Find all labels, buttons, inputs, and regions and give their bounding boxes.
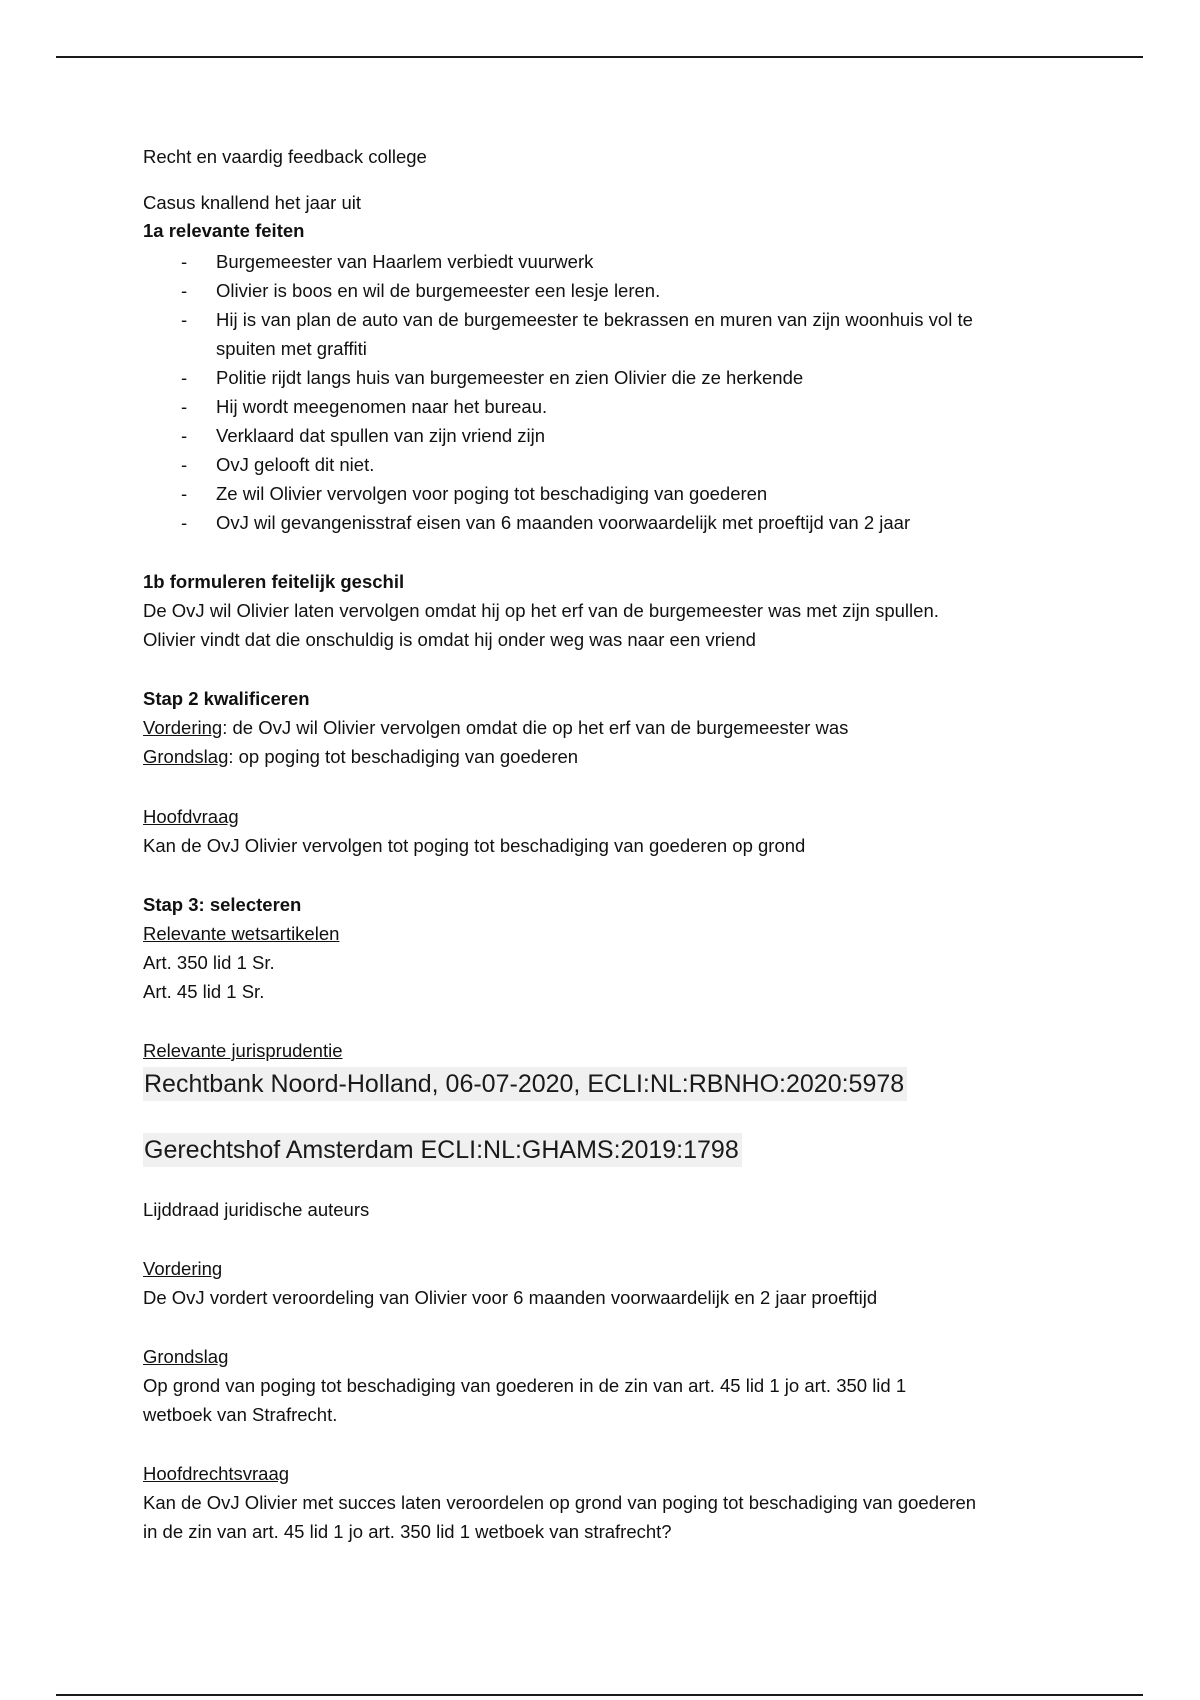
vordering-label: Vordering	[143, 717, 223, 738]
grondslag-line	[143, 745, 578, 769]
jurisprudentie-label: Relevante jurisprudentie	[143, 1040, 343, 1061]
hoofdrechtsvraag-label: Hoofdrechtsvraag	[143, 1463, 290, 1484]
bottom-rule	[56, 1694, 1143, 1696]
fact-item: OvJ gelooft dit niet.	[216, 454, 375, 475]
vordering-text: : de OvJ wil Olivier vervolgen omdat die op het erf van de burgemeester was	[222, 717, 849, 738]
hoofdvraag-text: Kan de OvJ Olivier vervolgen tot poging tot beschadiging van goederen op grond	[143, 835, 806, 856]
fact-item-continuation: spuiten met graffiti	[216, 338, 367, 359]
vordering-text: De OvJ vordert veroordeling van Olivier voor 6 maanden voorwaardelijk en 2 jaar proeftijd	[143, 1287, 878, 1308]
fact-item: Verklaard dat spullen van zijn vriend zijn	[216, 425, 546, 446]
grondslag-text: : op poging tot beschadiging van goederen	[228, 746, 579, 767]
bullet-marker: -	[181, 425, 188, 446]
wetsartikelen-label: Relevante wetsartikelen	[143, 923, 340, 944]
bullet-marker: -	[181, 367, 188, 388]
heading-stap3: Stap 3: selecteren	[143, 894, 302, 915]
top-rule	[56, 56, 1143, 58]
hoofdrechtsvraag-text: Kan de OvJ Olivier met succes laten veroordelen op grond van poging tot beschadiging van goederen	[143, 1492, 977, 1513]
bullet-marker: -	[181, 512, 188, 533]
fact-item: Hij is van plan de auto van de burgemeester te bekrassen en muren van zijn woonhuis vol te	[216, 309, 973, 330]
fact-item: OvJ wil gevangenisstraf eisen van 6 maanden voorwaardelijk met proeftijd van 2 jaar	[216, 512, 911, 533]
auteurs-text: Lijddraad juridische auteurs	[143, 1199, 370, 1220]
fact-item: Politie rijdt langs huis van burgemeester en zien Olivier die ze herkende	[216, 367, 804, 388]
article-item: Art. 350 lid 1 Sr.	[143, 952, 275, 973]
case-citation: Gerechtshof Amsterdam ECLI:NL:GHAMS:2019:1798	[143, 1133, 742, 1167]
hoofdrechtsvraag-text: in de zin van art. 45 lid 1 jo art. 350 lid 1 wetboek van strafrecht?	[143, 1521, 672, 1542]
document-title: Recht en vaardig feedback college	[143, 146, 427, 167]
heading-1b: 1b formuleren feitelijk geschil	[143, 571, 405, 592]
fact-item: Ze wil Olivier vervolgen voor poging tot beschadiging van goederen	[216, 483, 768, 504]
bullet-marker: -	[181, 454, 188, 475]
bullet-marker: -	[181, 309, 188, 330]
bullet-marker: -	[181, 483, 188, 504]
vordering-line	[143, 716, 848, 740]
article-item: Art. 45 lid 1 Sr.	[143, 981, 265, 1002]
grondslag-text: Op grond van poging tot beschadiging van goederen in de zin van art. 45 lid 1 jo art. 350 lid 1	[143, 1375, 907, 1396]
vordering-label: Vordering	[143, 1258, 223, 1279]
hoofdvraag-label: Hoofdvraag	[143, 806, 239, 827]
fact-item: Hij wordt meegenomen naar het bureau.	[216, 396, 548, 417]
bullet-marker: -	[181, 251, 188, 272]
case-title: Casus knallend het jaar uit	[143, 192, 362, 213]
bullet-marker: -	[181, 280, 188, 301]
paragraph-line: De OvJ wil Olivier laten vervolgen omdat hij op het erf van de burgemeester was met zijn spullen.	[143, 600, 939, 621]
heading-1a: 1a relevante feiten	[143, 220, 305, 241]
grondslag-label: Grondslag	[143, 746, 229, 767]
grondslag-text: wetboek van Strafrecht.	[143, 1404, 338, 1425]
case-citation: Rechtbank Noord-Holland, 06-07-2020, ECLI:NL:RBNHO:2020:5978	[143, 1067, 907, 1101]
fact-item: Olivier is boos en wil de burgemeester een lesje leren.	[216, 280, 661, 301]
bullet-marker: -	[181, 396, 188, 417]
fact-item: Burgemeester van Haarlem verbiedt vuurwerk	[216, 251, 594, 272]
grondslag-label: Grondslag	[143, 1346, 229, 1367]
heading-stap2: Stap 2 kwalificeren	[143, 688, 310, 709]
paragraph-line: Olivier vindt dat die onschuldig is omdat hij onder weg was naar een vriend	[143, 629, 756, 650]
